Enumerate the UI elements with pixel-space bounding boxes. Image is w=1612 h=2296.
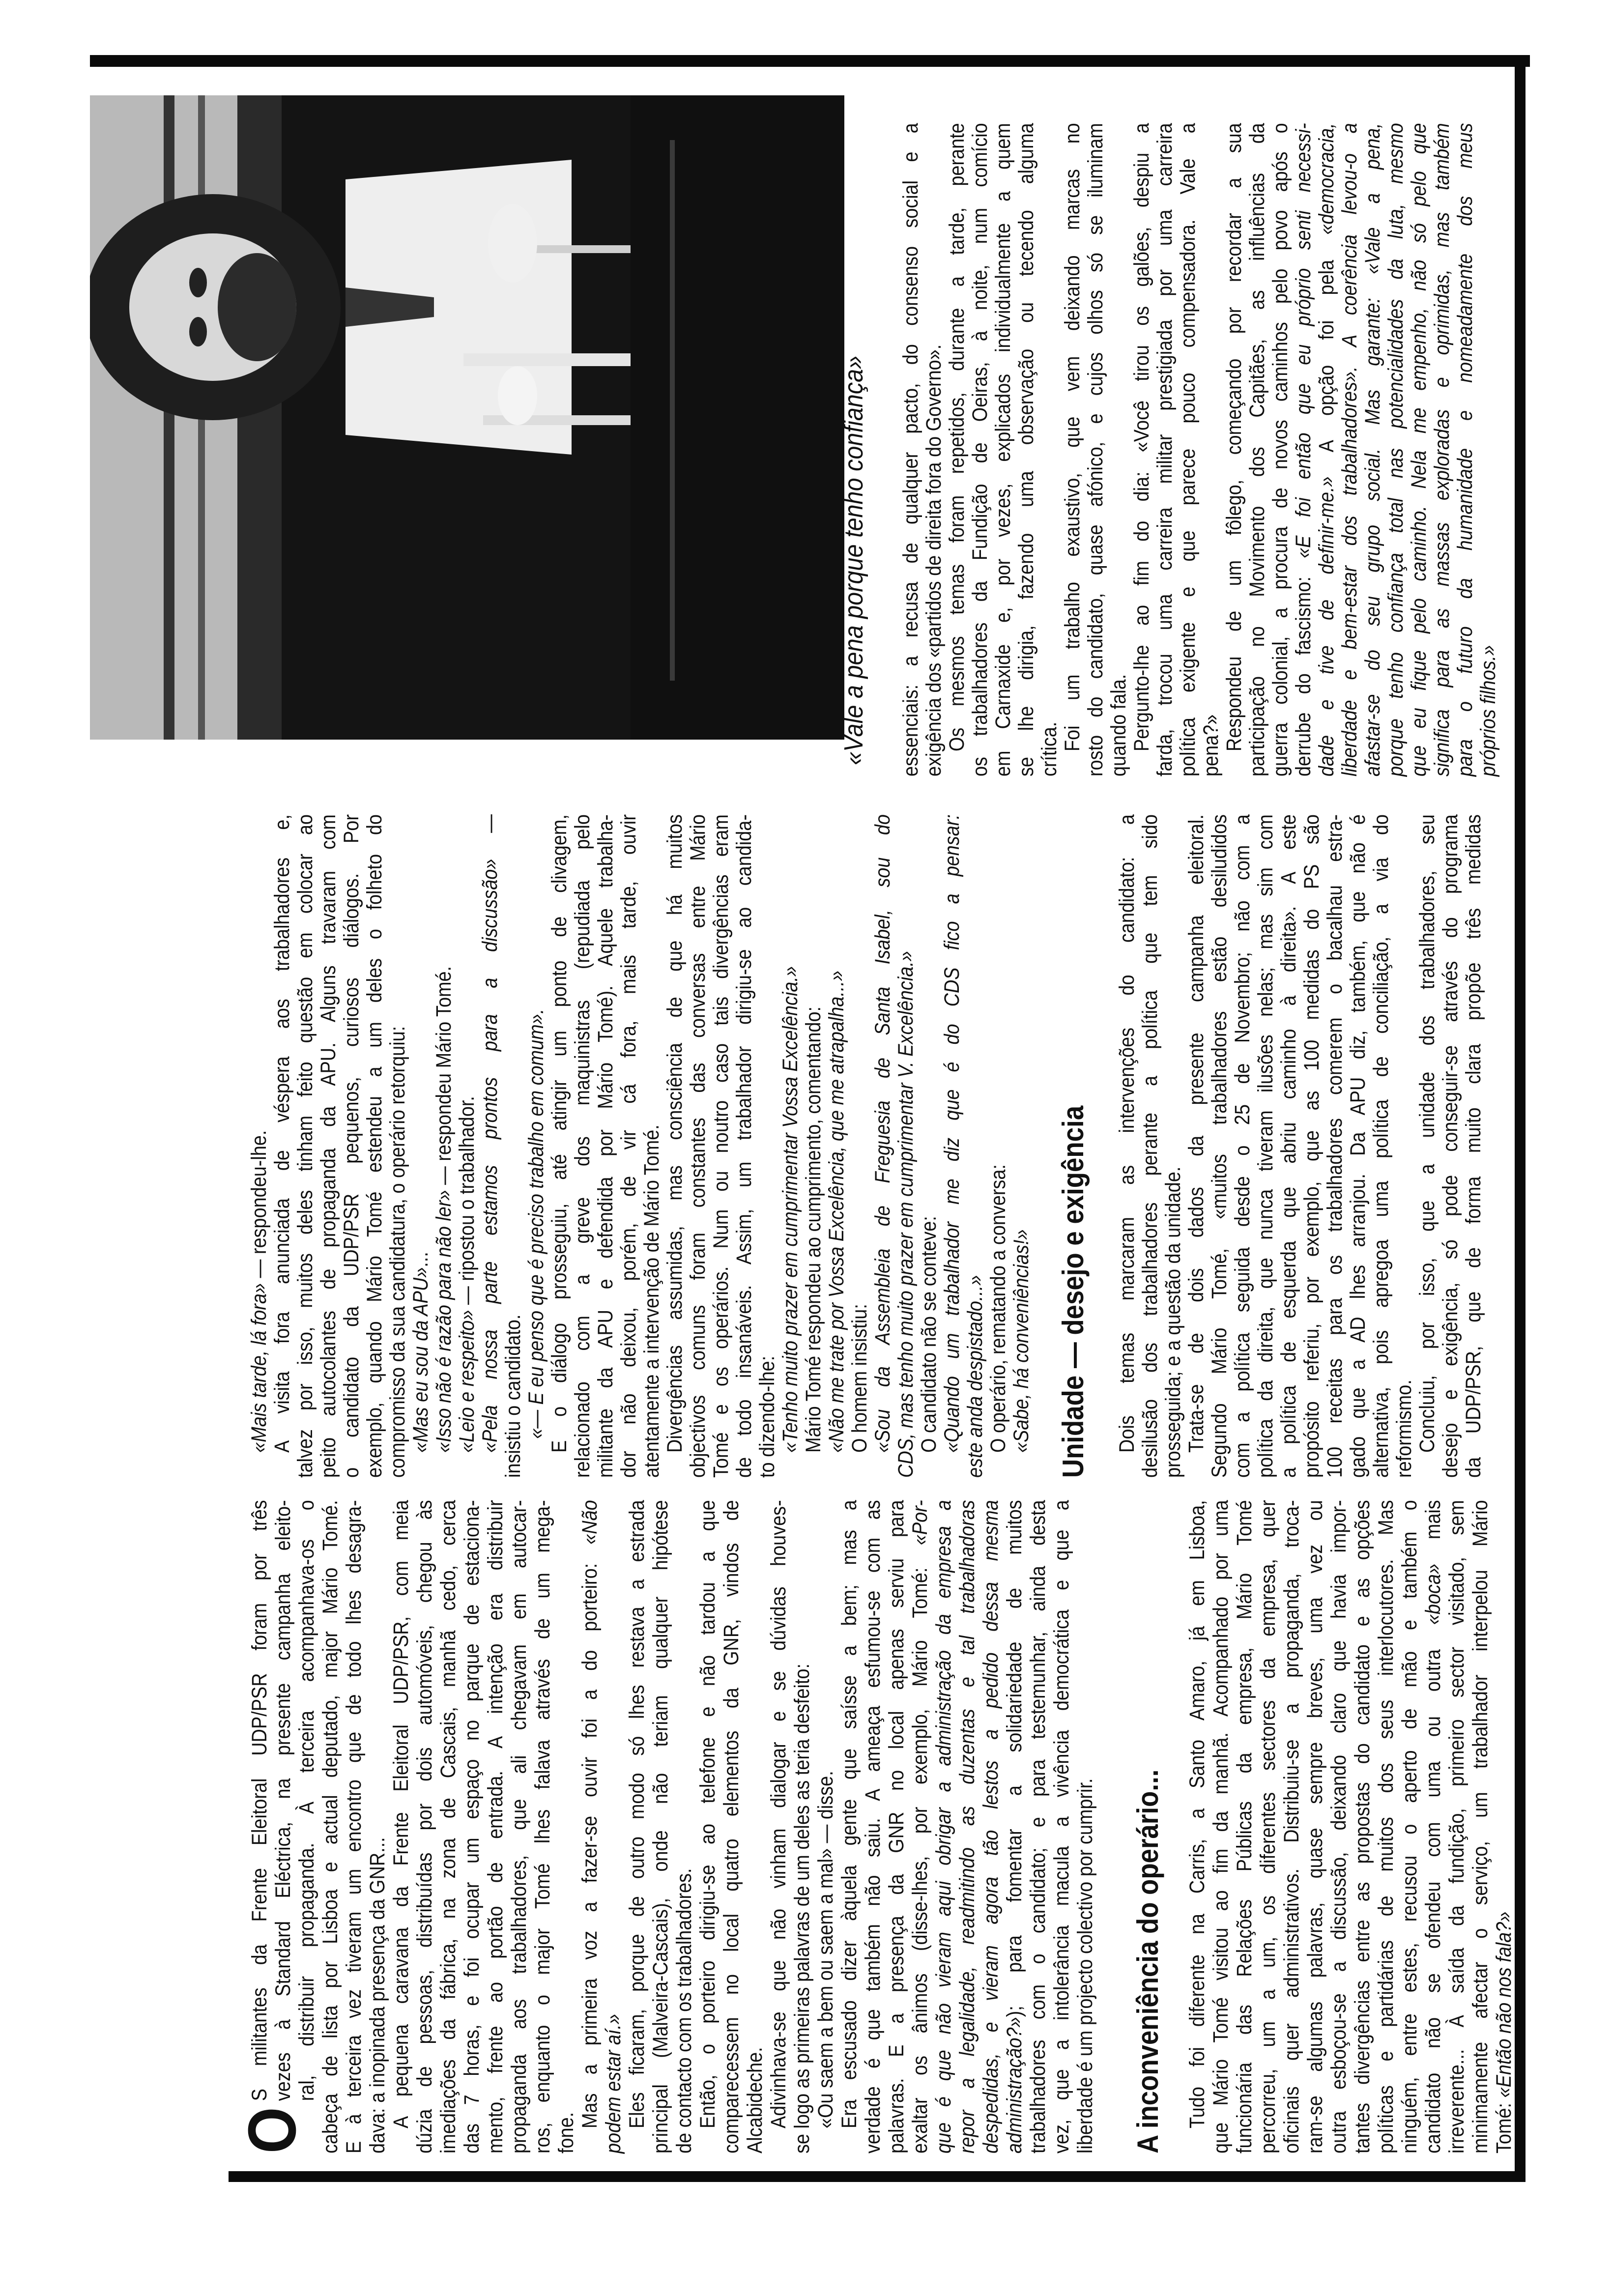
paragraph (696, 1500, 767, 2153)
text-line: E o diálogo prosseguiu, até atingir um ponto de clivagem, (547, 814, 571, 1453)
paragraph (848, 814, 871, 1478)
paragraph (899, 123, 946, 776)
text-line: Tomé e os operários. Num ou noutro caso tais divergências eram (709, 814, 733, 1478)
text-line: tantes divergências entre as propostas do candidato e as opções (1351, 1500, 1374, 2153)
text-line (248, 814, 271, 1478)
frame-rule-bottom (229, 2171, 1526, 2182)
text-line: «Tenho muito prazer em cumprimentar Vossa Excelência.» (778, 966, 802, 1453)
text-line: afastar-se do seu grupo social. Mas garante: «Vale a pena, (1361, 123, 1384, 776)
text-line: 100 receitas para os trabalhadores comerem o bacalhau estra- (1323, 814, 1347, 1478)
text-line: ninguém, entre estes, recusou o aperto de mão e também o (1398, 1500, 1421, 2153)
text-segment: ); para fomentar a solidariedade de muitos (1003, 1500, 1026, 2017)
paragraph (1130, 123, 1223, 776)
paragraph (1185, 1500, 1516, 2153)
text-line: prosseguida; e a questão da unidade. (1161, 1166, 1185, 1478)
paragraph (802, 814, 825, 1478)
paragraph (525, 814, 548, 1478)
italic-quote: «Mais tarde, lá fora» (247, 1283, 271, 1453)
italic-quote: administração?» (1003, 2017, 1026, 2153)
text-line: Concluiu, por isso, que a unidade dos trabalhadores, seu (1415, 814, 1439, 1453)
text-line: em Carnaxide e, por vezes, explicados individualmente a quem (991, 123, 1015, 776)
text-line: rosto do candidato, quase afónico, e cujos olhos só se iluminam (1084, 123, 1107, 776)
italic-quote: «E foi então que eu próprio senti necessi- (1292, 123, 1315, 558)
text-line: O operário, rematando a conversa: (986, 1164, 1010, 1453)
paragraph (946, 123, 1061, 776)
text-line: CDS, mas tenho muito prazer em cumprimentar V. Excelência.» (894, 951, 918, 1478)
section-heading: Unidade — desejo e exigência (1057, 1105, 1090, 1478)
text-segment: — respondeu Mário Tomé. (432, 966, 456, 1190)
article-column-2 (248, 814, 1485, 1478)
text-line: Trata-se de dois dados da presente campanha eleitoral. (1184, 814, 1208, 1453)
italic-quote: «boca» (1421, 1564, 1445, 1625)
text-line: o candidato da UDP/PSR pequenos, curiosos diálogos. Por (340, 814, 363, 1478)
paragraph (432, 814, 456, 1478)
paragraph (987, 814, 1010, 1478)
text-line: outra esboçou-se a discussão, deixando claro que havia impor- (1327, 1500, 1351, 2153)
text-line: podem estar aí.» (602, 2014, 625, 2153)
paragraph (1185, 814, 1416, 1478)
italic-quote: «Então não nos fala?» (1492, 1911, 1516, 2098)
photo-mario-tome-speaking (90, 95, 844, 740)
italic-quote: «democracia, (1315, 123, 1338, 235)
text-line: gado que a AD lhes arranjou. Da APU diz, também, que não é (1346, 814, 1370, 1478)
text-line: Tudo foi diferente na Carris, a Santo Amaro, já em Lisboa, (1185, 1500, 1209, 2128)
text-segment: ... (409, 1252, 432, 1267)
text-line: talvez por isso, muitos deles tinham feito questão em colocar ao (293, 814, 317, 1478)
text-line: to dizendo-lhe: (755, 1355, 779, 1478)
text-line: O homem insistiu: (848, 1304, 871, 1453)
text-line: de contacto com os trabalhadores. (672, 1868, 696, 2153)
text-line: Alcabideche. (743, 2047, 767, 2153)
paragraph (389, 1500, 578, 2153)
text-line: liberdade é um projecto colectivo por cumprir. (1073, 1778, 1097, 2153)
text-line: percorreu, um a um, os diferentes sectores da empresa, quer (1256, 1500, 1280, 2153)
text-line: que eu fique pelo caminho. Nela me empenho, não só pelo que (1407, 123, 1431, 776)
text-line: Pergunto-lhe ao fim do dia: «Você tirou os galões, despiu a (1130, 123, 1153, 751)
text-line: de todo insanáveis. Assim, um trabalhador dirigiu-se ao candida- (732, 814, 756, 1478)
italic-quote: «Por- (908, 1500, 932, 1546)
text-line: Respondeu de um fôlego, começando por recordar a sua (1222, 123, 1246, 751)
text-line: dava: a inopinada presença da GNR... (366, 1837, 389, 2153)
italic-quote: «Pela nossa parte estamos prontos para a discussão» (478, 859, 502, 1453)
paragraph (1416, 814, 1485, 1478)
text-line: liberdade e bem-estar dos trabalhadores». A coerência levou-o a (1338, 123, 1361, 776)
text-line: política da direita, que nunca tiveram ilusões nelas; mas sim com (1254, 814, 1277, 1478)
paragraph (248, 814, 271, 1478)
text-line: exigência dos «partidos de direita fora do Governo». (922, 344, 946, 776)
text-line: dor não deixou, porém, de vir cá fora, mais tarde, ouvir (617, 814, 640, 1478)
text-line: vez, que a intolerância macula a vivência democrática e que a (1050, 1500, 1073, 2153)
paragraph (456, 814, 479, 1478)
paragraph (837, 1500, 1097, 2153)
text-line: propósito referiu, por exemplo, que as 100 medidas do PS são (1300, 814, 1324, 1478)
text-segment: mais (1421, 1500, 1445, 1564)
italic-quote: «Não (578, 1500, 602, 1545)
text-line: Adivinhava-se que não vinham dialogar e se dúvidas houves- (767, 1500, 790, 2128)
text-line: próprios filhos.» (1476, 645, 1500, 776)
text-line: «— E eu penso que é preciso trabalho em comum». (524, 1008, 548, 1439)
text-line: «Sabe, há conveniências!» (1009, 1229, 1033, 1453)
text-line (1492, 1500, 1516, 2153)
text-line: este anda despistado...» (963, 1275, 987, 1478)
text-line: A visita fora anunciada de véspera aos trabalhadores e, (270, 814, 294, 1453)
paragraph (234, 1500, 389, 2153)
text-line (908, 1500, 932, 2153)
text-line (578, 1500, 602, 2153)
text-line: «Não me trate por Vossa Excelência, que me atrapalha...» (825, 971, 848, 1453)
text-line: propaganda aos trabalhadores, que ali chegavam em autocar- (507, 1500, 531, 2153)
article-column-3 (899, 123, 1500, 776)
text-line: alternativa, pois apregoa uma política de conciliação, a via do (1369, 814, 1393, 1478)
text-line: Era escusado dizer àquela gente que saísse a bem; mas a (837, 1500, 861, 2128)
text-segment: exaltar os ânimos (disse-lhes, por exemplo, Mário Tomé: (908, 1545, 932, 2153)
text-line (1003, 1500, 1026, 2153)
frame-rule-side (1515, 55, 1526, 2180)
text-line: Dois temas marcaram as intervenções do candidato: a (1115, 814, 1139, 1453)
text-line: «Sou da Assembleia de Freguesia de Santa Isabel, sou do (871, 814, 894, 1453)
text-line: Mário Tomé respondeu ao cumprimento, comentando: (802, 1006, 825, 1453)
text-line: dúzia de pessoas, distribuídas por dois automóveis, chegou às (413, 1500, 436, 2153)
text-line: guerra colonial, a procura de novos caminhos pelo povo após o (1268, 123, 1292, 776)
text-segment: — (478, 814, 502, 859)
paragraph (941, 814, 987, 1478)
text-line: ral, distribuir propaganda. À terceira acompanhava-os o (295, 1500, 318, 2101)
text-line: Então, o porteiro dirigiu-se ao telefone e não tardou a que (696, 1500, 720, 2128)
text-line: crítica. (1037, 721, 1061, 776)
text-line: Divergências assumidas, mas consciência de que há muitos (663, 814, 687, 1453)
italic-quote: dade e tive de definir-me.» (1315, 476, 1338, 776)
text-line: «Ou saem a bem ou saem a mal» — disse. (814, 1771, 837, 2128)
text-line (479, 814, 502, 1478)
text-line: verdade é que também não saiu. A ameaça esfumou-se com as (861, 1500, 885, 2153)
text-line: exemplo, quando Mário Tomé estendeu a um deles o folheto do (363, 814, 386, 1478)
text-line: Os mesmos temas foram repetidos, durante a tarde, perante (945, 123, 969, 751)
section-heading: A inconveniência do operário... (1131, 1769, 1164, 2153)
text-line: essenciais: a recusa de qualquer pacto, do consenso social e a (899, 123, 922, 776)
text-line: que Mário Tomé visitou ao fim da manhã. Acompanhado por uma (1209, 1500, 1233, 2153)
text-line: da UDP/PSR, que de forma muito clara propõe três medidas (1462, 814, 1485, 1478)
text-line: objectivos comuns foram constantes das conversas entre Mário (686, 814, 710, 1478)
text-line: militante da APU e defendida por Mário Tomé). Aquele trabalha- (594, 814, 617, 1478)
article-column-1 (234, 1500, 1516, 2153)
text-line: políticas e partidárias de muitos dos seus interlocutores. Mas (1374, 1500, 1398, 2153)
text-line: farda, trocou uma carreira militar prestigiada por uma carreira (1153, 123, 1177, 776)
text-line: repor a legalidade, readmitindo as duzentas e tal trabalhadoras (955, 1500, 979, 2153)
paragraph (578, 1500, 625, 2153)
text-line: O candidato não se conteve: (917, 1216, 941, 1453)
paragraph (779, 814, 802, 1478)
text-line: trabalhadores com o candidato; e para testemunhar, ainda desta (1026, 1500, 1050, 2153)
text-line: quando fala. (1107, 674, 1130, 776)
paragraph (479, 814, 525, 1478)
text-line: vezes à Standard Eléctrica, na presente campanha eleito- (271, 1500, 295, 2101)
paragraph (271, 814, 409, 1478)
paragraph (625, 1500, 696, 2153)
text-line: oficinais quer administrativos. Distribuiu-se a propaganda, troca- (1280, 1500, 1303, 2153)
text-line: para o futuro da humanidade e nomeadamente dos meus (1453, 123, 1477, 776)
text-line: ram-se algumas palavras, quase sempre breves, uma vez ou (1303, 1500, 1327, 2153)
text-line: «Quando um trabalhador me diz que é do CDS fico a pensar: (940, 814, 964, 1453)
italic-quote: «Mas eu sou da APU» (409, 1267, 432, 1453)
paragraph (767, 1500, 814, 2153)
text-line: porque tenho confiança total nas potencialidades da luta, mesmo (1384, 123, 1408, 776)
text-segment: A opção foi pela (1315, 234, 1338, 477)
paragraph (548, 814, 663, 1478)
text-segment: Tomé: (1492, 2097, 1516, 2153)
text-line: E à terceira vez tiveram um encontro que de todo lhes desagra- (342, 1500, 366, 2153)
text-line: política exigente e que parece pouco compensadora. Vale a (1176, 123, 1200, 776)
text-line: se logo as primeiras palavras de um deles as teria desfeito: (790, 1664, 814, 2153)
text-line: das 7 horas, e foi ocupar um espaço no parque de estaciona- (460, 1500, 484, 2153)
paragraph (409, 814, 432, 1478)
frame-rule-top (90, 55, 1530, 67)
text-line: palavras. E a presença da GNR no local apenas serviu para (885, 1500, 908, 2153)
text-line (1315, 123, 1338, 776)
paragraph (814, 1500, 837, 2153)
text-line: mento, frente ao portão de entrada. A intenção era distribuir (484, 1500, 507, 2153)
text-line: peito autocolantes de propaganda da APU. Alguns travaram com (317, 814, 340, 1478)
text-line (1421, 1500, 1445, 2153)
text-line (432, 814, 456, 1478)
photo-caption: «Vale a pena porque tenho confiança» (839, 355, 868, 765)
paragraph (663, 814, 779, 1478)
text-line: significa para as massas exploradas e oprimidas, mas também (1430, 123, 1454, 776)
italic-quote: «Isso não é razão para não ler» (432, 1190, 456, 1453)
text-segment: — ripostou o trabalhador. (455, 1096, 479, 1310)
text-line: a política de esquerda que abriu caminho à direita». A este (1277, 814, 1300, 1478)
paragraph (825, 814, 848, 1478)
paragraph (871, 814, 918, 1478)
text-line: Eles ficaram, porque de outro modo só lhes restava a estrada (625, 1500, 649, 2128)
text-line: relacionado com a greve dos maquinistras (repudiada pelo (571, 814, 594, 1478)
text-line: cabeça de lista por Lisboa e actual deputado, major Mário Tomé. (318, 1500, 342, 2153)
paragraph (1223, 123, 1500, 776)
text-line: funcionária das Relações Públicas da empresa, Mário Tomé (1233, 1500, 1256, 2153)
paragraph (1116, 814, 1185, 1478)
text-line: fone. (554, 2112, 578, 2153)
text-segment: — respondeu-lhe. (247, 1130, 271, 1284)
text-line: que é que não vieram aqui obrigar a administração da empresa a (932, 1500, 955, 2153)
paragraph (918, 814, 941, 1478)
italic-quote: «Leio e respeito» (455, 1310, 479, 1453)
text-segment: candidato não se ofendeu com uma ou outra (1421, 1625, 1445, 2153)
text-line: insistiu o candidato. (501, 1314, 525, 1478)
text-line: atentamente a intervenção de Mário Tomé. (640, 1124, 663, 1478)
text-line: Foi um trabalho exaustivo, que vem deixando marcas no (1061, 123, 1084, 751)
text-line: Segundo Mário Tomé, «muitos trabalhadores estão desiludidos (1208, 814, 1231, 1478)
text-line: se lhe dirigia, fazendo uma observação ou tecendo alguma (1014, 123, 1038, 776)
text-line: os trabalhadores da Fundição de Oeiras, à noite, num comício (968, 123, 992, 776)
text-line: principal (Malveira-Cascais), onde não teriam qualquer hipótese (649, 1500, 672, 2153)
text-line: participação no Movimento dos Capitães, as influências da (1245, 123, 1269, 776)
text-line: A pequena caravana da Frente Eleitoral UDP/PSR, com meia (389, 1500, 413, 2128)
paragraph (1061, 123, 1130, 776)
text-line: despedidas, e vieram agora tão lestos a pedido dessa mesma (979, 1500, 1003, 2153)
text-line: reformismo. (1392, 1379, 1416, 1478)
text-line: irreverente... À saída da fundição, primeiro sector visitado, sem (1445, 1500, 1468, 2153)
text-line: ros, enquanto o major Tomé lhes falava através de um mega- (531, 1500, 554, 2153)
paragraph (1010, 814, 1033, 1478)
text-line: imediações da fábrica, na zona de Cascais, manhã cedo, cerca (436, 1500, 460, 2153)
text-line: pena?» (1199, 714, 1223, 776)
text-line: desilusão dos trabalhadores perante a política que tem sido (1138, 814, 1162, 1478)
text-line: compromisso da sua candidatura, o operário retorquiu: (386, 1026, 409, 1478)
text-line: minimamente afectar o serviço, um trabalhador interpelou Mário (1468, 1500, 1492, 2153)
text-segment: derrube do fascismo: (1292, 558, 1315, 776)
text-line (409, 814, 432, 1478)
text-line: comparecessem no local quatro elementos da GNR, vindos de (720, 1500, 743, 2153)
text-line (456, 814, 479, 1478)
text-line: S militantes da Frente Eleitoral UDP/PSR foram por três (248, 1500, 271, 2101)
text-segment: Mas a primeira voz a fazer-se ouvir foi a do porteiro: (578, 1544, 602, 2128)
text-line: desejo e exigência, só pode conseguir-se através do programa (1439, 814, 1462, 1478)
text-line (1292, 123, 1315, 776)
drop-cap: O (234, 2107, 310, 2153)
text-line: com a política seguida desde o 25 de Novembro; não com a (1231, 814, 1254, 1478)
